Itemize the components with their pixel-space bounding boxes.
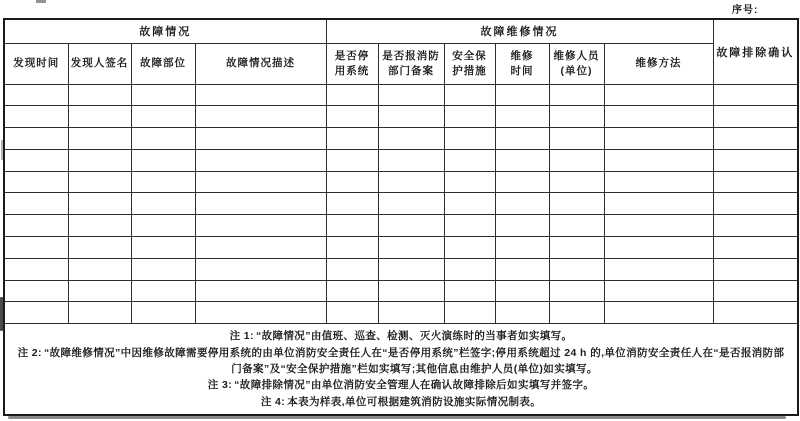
- column-header-cell: [68, 43, 131, 84]
- table-row: [4, 280, 798, 302]
- body-cell[interactable]: [713, 149, 798, 171]
- body-cell[interactable]: [326, 106, 378, 128]
- body-cell[interactable]: [713, 258, 798, 280]
- table-row: [4, 171, 798, 193]
- body-cell[interactable]: [4, 302, 68, 324]
- body-cell[interactable]: [604, 258, 713, 280]
- body-cell[interactable]: [495, 280, 549, 302]
- body-cell[interactable]: [444, 237, 495, 259]
- column-header-cell: [495, 43, 549, 84]
- body-cell[interactable]: [326, 84, 378, 106]
- body-cell[interactable]: [195, 149, 326, 171]
- body-cell[interactable]: [195, 171, 326, 193]
- body-cell[interactable]: [131, 193, 195, 215]
- body-cell[interactable]: [326, 302, 378, 324]
- body-cell[interactable]: [495, 193, 549, 215]
- body-cell[interactable]: [4, 171, 68, 193]
- body-cell[interactable]: [4, 106, 68, 128]
- body-cell[interactable]: [549, 215, 604, 237]
- body-cell[interactable]: [4, 149, 68, 171]
- body-cell[interactable]: [604, 84, 713, 106]
- body-cell[interactable]: [444, 280, 495, 302]
- column-header-line: 部门备案: [388, 64, 434, 77]
- body-cell[interactable]: [549, 128, 604, 150]
- body-cell[interactable]: [604, 171, 713, 193]
- column-header-line: 护措施: [452, 64, 487, 77]
- body-cell[interactable]: [4, 215, 68, 237]
- body-cell[interactable]: [713, 106, 798, 128]
- body-cell[interactable]: [444, 106, 495, 128]
- notes-cell: [4, 324, 798, 416]
- table-row: [4, 302, 798, 324]
- table-row: [4, 128, 798, 150]
- column-header-cell: [195, 43, 326, 84]
- body-cell[interactable]: [604, 302, 713, 324]
- body-cell[interactable]: [495, 106, 549, 128]
- body-cell[interactable]: [326, 258, 378, 280]
- body-cell[interactable]: [378, 237, 444, 259]
- body-cell[interactable]: [495, 258, 549, 280]
- scan-artifact: [1, 140, 3, 160]
- body-cell[interactable]: [495, 128, 549, 150]
- column-header-line: 是否停: [334, 49, 370, 62]
- body-cell[interactable]: [604, 193, 713, 215]
- serial-number-label: 序号:: [732, 5, 759, 16]
- group-header-row: [4, 19, 798, 43]
- body-cell[interactable]: [604, 215, 713, 237]
- note-line: 门备案”及“安全保护措施”栏如实填写;其他信息由维护人员(单位)如实填写。: [231, 363, 598, 376]
- body-cell[interactable]: [4, 128, 68, 150]
- body-cell[interactable]: [495, 149, 549, 171]
- body-cell[interactable]: [549, 84, 604, 106]
- body-cell[interactable]: [131, 84, 195, 106]
- body-cell[interactable]: [378, 215, 444, 237]
- column-header-cell: [4, 43, 68, 84]
- body-cell[interactable]: [4, 84, 68, 106]
- column-header-line: 时间: [510, 64, 534, 77]
- note-line: 注 4: 本表为样表,单位可根据建筑消防设施实际情况制表。: [260, 395, 542, 408]
- body-cell[interactable]: [495, 171, 549, 193]
- body-cell[interactable]: [378, 280, 444, 302]
- body-cell[interactable]: [549, 171, 604, 193]
- body-cell[interactable]: [131, 149, 195, 171]
- body-cell[interactable]: [713, 193, 798, 215]
- body-cell[interactable]: [326, 280, 378, 302]
- group-header-cell: 故障情况: [4, 19, 326, 43]
- column-header-cell: [131, 43, 195, 84]
- body-cell[interactable]: [131, 280, 195, 302]
- body-cell[interactable]: [378, 193, 444, 215]
- body-cell[interactable]: [195, 302, 326, 324]
- confirm-header-cell: 故障排除确认: [713, 19, 798, 84]
- body-cell[interactable]: [131, 258, 195, 280]
- body-cell[interactable]: [713, 215, 798, 237]
- body-cell[interactable]: [713, 237, 798, 259]
- column-header-line: 维修人员: [553, 49, 600, 62]
- body-cell[interactable]: [378, 149, 444, 171]
- body-cell[interactable]: [444, 128, 495, 150]
- body-cell[interactable]: [326, 215, 378, 237]
- body-cell[interactable]: [378, 106, 444, 128]
- group-header-cell: 故障维修情况: [326, 19, 713, 43]
- body-cell[interactable]: [68, 280, 131, 302]
- body-cell[interactable]: [713, 171, 798, 193]
- body-cell[interactable]: [131, 302, 195, 324]
- fault-record-table: [3, 18, 799, 416]
- body-cell[interactable]: [131, 237, 195, 259]
- column-header-row: [4, 43, 798, 84]
- note-line: 注 1: “故障情况”由值班、巡查、检测、灭火演练时的当事者如实填写。: [229, 330, 573, 343]
- body-cell[interactable]: [195, 84, 326, 106]
- body-cell[interactable]: [195, 215, 326, 237]
- column-header-line: 安全保: [452, 49, 487, 62]
- body-cell[interactable]: [444, 193, 495, 215]
- body-cell[interactable]: [444, 258, 495, 280]
- column-header-cell: [378, 43, 444, 84]
- body-cell[interactable]: [326, 149, 378, 171]
- column-header-line: 故障部位: [140, 57, 186, 69]
- body-cell[interactable]: [195, 128, 326, 150]
- scan-artifact: [0, 297, 3, 331]
- column-header-line: (单位): [560, 64, 593, 77]
- note-line: 注 2: “故障维修情况”中因维修故障需要停用系统的由单位消防安全责任人在“是否停用系统”栏签字;停用系统超过 24 h 的,单位消防安全责任人在“是否报消防部: [17, 346, 785, 359]
- body-cell[interactable]: [326, 128, 378, 150]
- body-cell[interactable]: [4, 258, 68, 280]
- body-cell[interactable]: [444, 215, 495, 237]
- column-header-cell: [604, 43, 713, 84]
- body-cell[interactable]: [131, 128, 195, 150]
- column-header-cell: [444, 43, 495, 84]
- body-cell[interactable]: [68, 193, 131, 215]
- table-row: [4, 258, 798, 280]
- note-label: 注 2:: [17, 346, 42, 359]
- body-cell[interactable]: [131, 106, 195, 128]
- body-cell[interactable]: [495, 84, 549, 106]
- body-cell[interactable]: [326, 237, 378, 259]
- body-cell[interactable]: [68, 237, 131, 259]
- note-label: 注 3:: [207, 379, 233, 392]
- body-cell[interactable]: [4, 193, 68, 215]
- column-header-line: 发现时间: [13, 57, 60, 69]
- body-cell[interactable]: [195, 237, 326, 259]
- body-cell[interactable]: [68, 171, 131, 193]
- column-header-cell: [549, 43, 604, 84]
- note-label: 注 1:: [229, 330, 254, 343]
- body-cell[interactable]: [495, 237, 549, 259]
- column-header-line: 发现人签名: [70, 57, 129, 69]
- body-cell[interactable]: [444, 149, 495, 171]
- body-cell[interactable]: [549, 149, 604, 171]
- body-cell[interactable]: [4, 280, 68, 302]
- body-cell[interactable]: [549, 280, 604, 302]
- body-cell[interactable]: [604, 280, 713, 302]
- body-cell[interactable]: [604, 106, 713, 128]
- body-cell[interactable]: [68, 84, 131, 106]
- column-header-line: 维修方法: [635, 57, 682, 69]
- body-cell[interactable]: [68, 302, 131, 324]
- body-cell[interactable]: [549, 302, 604, 324]
- table-row: [4, 149, 798, 171]
- body-cell[interactable]: [378, 84, 444, 106]
- body-cell[interactable]: [604, 128, 713, 150]
- scan-artifact: [8, 416, 786, 419]
- body-cell[interactable]: [326, 171, 378, 193]
- notes-row: [4, 324, 798, 416]
- table-row: [4, 237, 798, 259]
- table-row: [4, 215, 798, 237]
- body-cell[interactable]: [495, 215, 549, 237]
- body-cell[interactable]: [444, 84, 495, 106]
- body-cell[interactable]: [604, 237, 713, 259]
- body-cell[interactable]: [68, 258, 131, 280]
- body-cell[interactable]: [131, 171, 195, 193]
- column-header-line: 是否报消防: [382, 49, 440, 62]
- body-cell[interactable]: [713, 302, 798, 324]
- column-header-line: 故障情况描述: [226, 57, 295, 69]
- body-cell[interactable]: [549, 237, 604, 259]
- table-row: [4, 84, 798, 106]
- body-cell[interactable]: [195, 280, 326, 302]
- body-cell[interactable]: [713, 84, 798, 106]
- body-cell[interactable]: [326, 193, 378, 215]
- body-cell[interactable]: [195, 106, 326, 128]
- body-cell[interactable]: [68, 149, 131, 171]
- body-cell[interactable]: [195, 258, 326, 280]
- body-cell[interactable]: [378, 302, 444, 324]
- body-cell[interactable]: [195, 193, 326, 215]
- body-cell[interactable]: [68, 106, 131, 128]
- body-cell[interactable]: [378, 171, 444, 193]
- body-cell[interactable]: [713, 128, 798, 150]
- body-cell[interactable]: [444, 171, 495, 193]
- table-row: [4, 106, 798, 128]
- table-header: [4, 19, 798, 84]
- body-cell[interactable]: [4, 237, 68, 259]
- column-header-cell: [326, 43, 378, 84]
- body-cell[interactable]: [131, 215, 195, 237]
- table-row: [4, 193, 798, 215]
- body-cell[interactable]: [549, 106, 604, 128]
- column-header-line: 用系统: [334, 64, 370, 77]
- body-cell[interactable]: [378, 258, 444, 280]
- column-header-line: 维修: [510, 49, 534, 62]
- body-cell[interactable]: [68, 128, 131, 150]
- body-cell[interactable]: [378, 128, 444, 150]
- body-cell[interactable]: [549, 193, 604, 215]
- note-label: 注 4:: [260, 395, 286, 408]
- body-cell[interactable]: [495, 302, 549, 324]
- scan-artifact: [36, 0, 46, 3]
- body-cell[interactable]: [604, 149, 713, 171]
- body-cell[interactable]: [713, 280, 798, 302]
- body-cell[interactable]: [549, 258, 604, 280]
- note-line: 注 3: “故障排除情况”由单位消防安全管理人在确认故障排除后如实填写并签字。: [207, 379, 595, 392]
- table-body: [4, 84, 798, 415]
- body-cell[interactable]: [68, 215, 131, 237]
- body-cell[interactable]: [444, 302, 495, 324]
